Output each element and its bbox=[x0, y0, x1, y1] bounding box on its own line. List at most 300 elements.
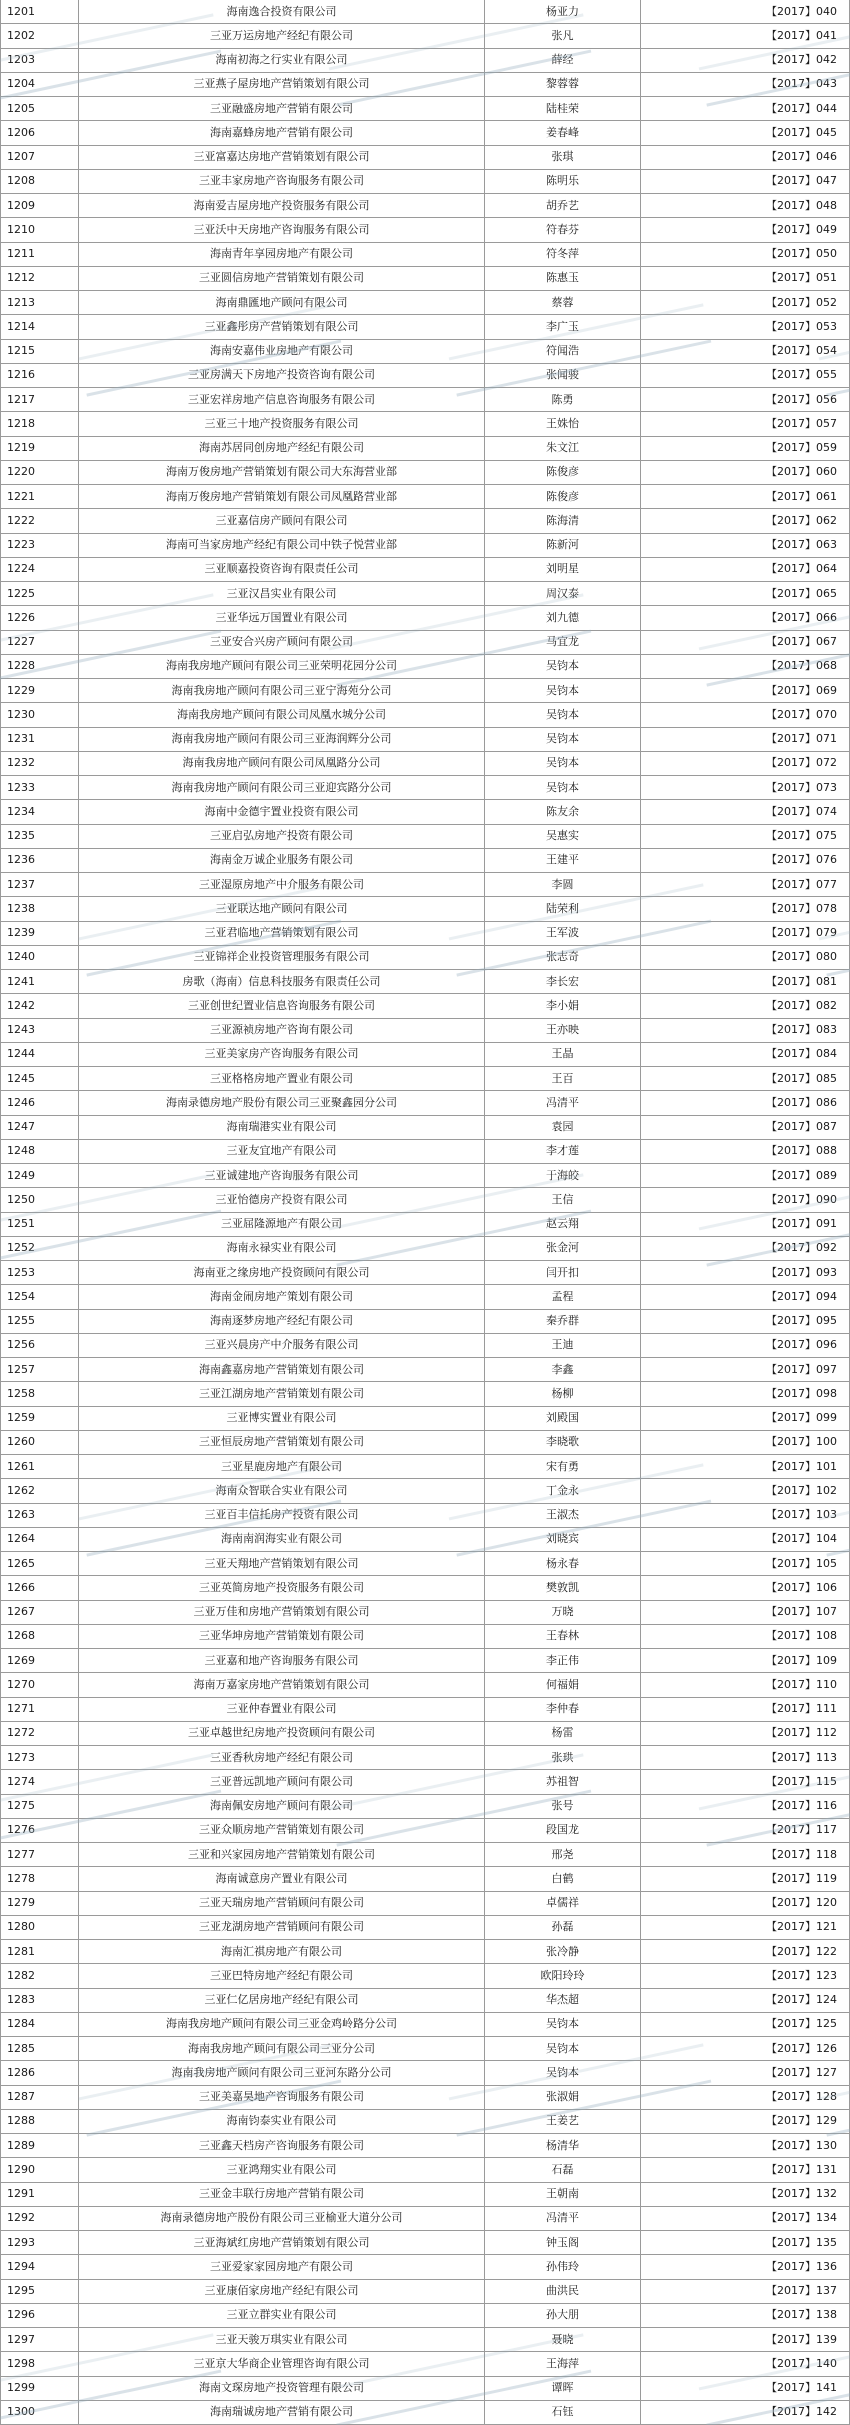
person-name: 李晓歌 bbox=[485, 1430, 641, 1454]
person-name: 杨永春 bbox=[485, 1552, 641, 1576]
company-name: 海南佩安房地产顾问有限公司 bbox=[79, 1794, 485, 1818]
row-number: 1259 bbox=[1, 1406, 79, 1430]
person-name: 李小娟 bbox=[485, 994, 641, 1018]
row-number: 1264 bbox=[1, 1527, 79, 1551]
person-name: 苏祖智 bbox=[485, 1770, 641, 1794]
person-name: 刘九德 bbox=[485, 606, 641, 630]
row-number: 1255 bbox=[1, 1309, 79, 1333]
company-name: 三亚巴特房地产经纪有限公司 bbox=[79, 1964, 485, 1988]
row-number: 1250 bbox=[1, 1188, 79, 1212]
company-name: 三亚众顺房地产营销策划有限公司 bbox=[79, 1818, 485, 1842]
table-row bbox=[1, 1600, 850, 1624]
company-name: 三亚丰家房地产咨询服务有限公司 bbox=[79, 169, 485, 193]
table-row bbox=[1, 1212, 850, 1236]
registration-number: 【2017】062 bbox=[641, 509, 850, 533]
table-row bbox=[1, 1430, 850, 1454]
table-row bbox=[1, 485, 850, 509]
row-number: 1276 bbox=[1, 1818, 79, 1842]
person-name: 杨柳 bbox=[485, 1382, 641, 1406]
person-name: 段国龙 bbox=[485, 1818, 641, 1842]
person-name: 吴钧本 bbox=[485, 727, 641, 751]
table-row bbox=[1, 242, 850, 266]
table-row bbox=[1, 1552, 850, 1576]
registration-number: 【2017】085 bbox=[641, 1067, 850, 1091]
company-name: 海南钧泰实业有限公司 bbox=[79, 2109, 485, 2133]
table-row bbox=[1, 24, 850, 48]
table-row bbox=[1, 1188, 850, 1212]
person-name: 张号 bbox=[485, 1794, 641, 1818]
row-number: 1248 bbox=[1, 1139, 79, 1163]
person-name: 王亦映 bbox=[485, 1018, 641, 1042]
person-name: 聂晓 bbox=[485, 2328, 641, 2352]
company-name: 三亚联达地产顾问有限公司 bbox=[79, 897, 485, 921]
table-row bbox=[1, 1406, 850, 1430]
table-row bbox=[1, 1649, 850, 1673]
company-name: 海南金万诚企业服务有限公司 bbox=[79, 848, 485, 872]
person-name: 朱文江 bbox=[485, 436, 641, 460]
table-row bbox=[1, 1527, 850, 1551]
person-name: 吴钧本 bbox=[485, 679, 641, 703]
company-name: 海南中金德宇置业投资有限公司 bbox=[79, 800, 485, 824]
row-number: 1268 bbox=[1, 1624, 79, 1648]
row-number: 1265 bbox=[1, 1552, 79, 1576]
company-name: 海南苏居同创房地产经纪有限公司 bbox=[79, 436, 485, 460]
row-number: 1267 bbox=[1, 1600, 79, 1624]
row-number: 1244 bbox=[1, 1042, 79, 1066]
registry-rows bbox=[1, 0, 850, 2425]
person-name: 石钰 bbox=[485, 2400, 641, 2424]
registration-number: 【2017】093 bbox=[641, 1261, 850, 1285]
company-name: 三亚和兴家园房地产营销策划有限公司 bbox=[79, 1843, 485, 1867]
company-name: 三亚英简房地产投资服务有限公司 bbox=[79, 1576, 485, 1600]
person-name: 李正伟 bbox=[485, 1649, 641, 1673]
person-name: 陈明乐 bbox=[485, 169, 641, 193]
table-row bbox=[1, 1139, 850, 1163]
table-row bbox=[1, 315, 850, 339]
registration-number: 【2017】111 bbox=[641, 1697, 850, 1721]
company-name: 三亚燕子屋房地产营销策划有限公司 bbox=[79, 72, 485, 96]
registration-number: 【2017】096 bbox=[641, 1333, 850, 1357]
registration-number: 【2017】110 bbox=[641, 1673, 850, 1697]
person-name: 石磊 bbox=[485, 2158, 641, 2182]
company-name: 三亚天瑞房地产营销顾问有限公司 bbox=[79, 1891, 485, 1915]
table-row bbox=[1, 1285, 850, 1309]
company-name: 三亚锦祥企业投资管理服务有限公司 bbox=[79, 945, 485, 969]
registration-number: 【2017】135 bbox=[641, 2231, 850, 2255]
registration-number: 【2017】082 bbox=[641, 994, 850, 1018]
registration-number: 【2017】108 bbox=[641, 1624, 850, 1648]
table-row bbox=[1, 1358, 850, 1382]
company-name: 三亚立群实业有限公司 bbox=[79, 2303, 485, 2327]
row-number: 1260 bbox=[1, 1430, 79, 1454]
registration-number: 【2017】067 bbox=[641, 630, 850, 654]
company-name: 海南安嘉伟业房地产有限公司 bbox=[79, 339, 485, 363]
registration-number: 【2017】097 bbox=[641, 1358, 850, 1382]
registration-number: 【2017】138 bbox=[641, 2303, 850, 2327]
person-name: 张凡 bbox=[485, 24, 641, 48]
registration-number: 【2017】105 bbox=[641, 1552, 850, 1576]
company-name: 海南我房地产顾问有限公司三亚金鸡岭路分公司 bbox=[79, 2012, 485, 2036]
person-name: 卓儒祥 bbox=[485, 1891, 641, 1915]
row-number: 1238 bbox=[1, 897, 79, 921]
person-name: 王姜艺 bbox=[485, 2109, 641, 2133]
table-row bbox=[1, 2376, 850, 2400]
registration-number: 【2017】074 bbox=[641, 800, 850, 824]
company-name: 三亚顺嘉投资咨询有限责任公司 bbox=[79, 557, 485, 581]
company-name: 三亚恒辰房地产营销策划有限公司 bbox=[79, 1430, 485, 1454]
person-name: 符春芬 bbox=[485, 218, 641, 242]
table-row bbox=[1, 2134, 850, 2158]
table-row bbox=[1, 339, 850, 363]
registration-number: 【2017】078 bbox=[641, 897, 850, 921]
person-name: 蔡蓉 bbox=[485, 291, 641, 315]
row-number: 1258 bbox=[1, 1382, 79, 1406]
registration-number: 【2017】072 bbox=[641, 751, 850, 775]
company-name: 三亚天翔地产营销策划有限公司 bbox=[79, 1552, 485, 1576]
company-name: 三亚湿原房地产中介服务有限公司 bbox=[79, 873, 485, 897]
row-number: 1208 bbox=[1, 169, 79, 193]
person-name: 李长宏 bbox=[485, 970, 641, 994]
company-name: 三亚万运房地产经纪有限公司 bbox=[79, 24, 485, 48]
row-number: 1298 bbox=[1, 2352, 79, 2376]
registration-number: 【2017】124 bbox=[641, 1988, 850, 2012]
row-number: 1206 bbox=[1, 121, 79, 145]
registration-number: 【2017】064 bbox=[641, 557, 850, 581]
table-row bbox=[1, 1673, 850, 1697]
person-name: 王晶 bbox=[485, 1042, 641, 1066]
row-number: 1261 bbox=[1, 1455, 79, 1479]
company-name: 三亚安合兴房产顾问有限公司 bbox=[79, 630, 485, 654]
row-number: 1273 bbox=[1, 1746, 79, 1770]
registration-number: 【2017】117 bbox=[641, 1818, 850, 1842]
person-name: 宋有勇 bbox=[485, 1455, 641, 1479]
person-name: 欧阳玲玲 bbox=[485, 1964, 641, 1988]
row-number: 1296 bbox=[1, 2303, 79, 2327]
row-number: 1224 bbox=[1, 557, 79, 581]
table-row bbox=[1, 509, 850, 533]
person-name: 孙大朋 bbox=[485, 2303, 641, 2327]
row-number: 1284 bbox=[1, 2012, 79, 2036]
company-name: 三亚鑫天档房产咨询服务有限公司 bbox=[79, 2134, 485, 2158]
person-name: 赵云翔 bbox=[485, 1212, 641, 1236]
company-name: 海南逸合投资有限公司 bbox=[79, 0, 485, 24]
row-number: 1214 bbox=[1, 315, 79, 339]
person-name: 王淑杰 bbox=[485, 1503, 641, 1527]
person-name: 吴钧本 bbox=[485, 2061, 641, 2085]
registration-number: 【2017】100 bbox=[641, 1430, 850, 1454]
person-name: 李仲春 bbox=[485, 1697, 641, 1721]
table-row bbox=[1, 1843, 850, 1867]
row-number: 1292 bbox=[1, 2206, 79, 2230]
registration-number: 【2017】132 bbox=[641, 2182, 850, 2206]
registration-number: 【2017】094 bbox=[641, 1285, 850, 1309]
row-number: 1285 bbox=[1, 2037, 79, 2061]
person-name: 胡乔艺 bbox=[485, 194, 641, 218]
table-row bbox=[1, 1867, 850, 1891]
table-row bbox=[1, 218, 850, 242]
person-name: 陈友余 bbox=[485, 800, 641, 824]
table-row bbox=[1, 2231, 850, 2255]
company-name: 三亚京大华商企业管理咨询有限公司 bbox=[79, 2352, 485, 2376]
person-name: 孙磊 bbox=[485, 1915, 641, 1939]
table-row bbox=[1, 97, 850, 121]
person-name: 符冬萍 bbox=[485, 242, 641, 266]
person-name: 于海皎 bbox=[485, 1164, 641, 1188]
registration-number: 【2017】088 bbox=[641, 1139, 850, 1163]
registration-number: 【2017】046 bbox=[641, 145, 850, 169]
row-number: 1240 bbox=[1, 945, 79, 969]
row-number: 1235 bbox=[1, 824, 79, 848]
person-name: 王春林 bbox=[485, 1624, 641, 1648]
table-row bbox=[1, 2255, 850, 2279]
registration-number: 【2017】071 bbox=[641, 727, 850, 751]
table-row bbox=[1, 72, 850, 96]
table-row bbox=[1, 1261, 850, 1285]
company-name: 海南我房地产顾问有限公司三亚荣明花园分公司 bbox=[79, 654, 485, 678]
table-row bbox=[1, 412, 850, 436]
person-name: 王朝南 bbox=[485, 2182, 641, 2206]
person-name: 薛经 bbox=[485, 48, 641, 72]
registration-number: 【2017】043 bbox=[641, 72, 850, 96]
table-row bbox=[1, 266, 850, 290]
row-number: 1217 bbox=[1, 388, 79, 412]
table-row bbox=[1, 824, 850, 848]
registration-number: 【2017】142 bbox=[641, 2400, 850, 2424]
person-name: 陈勇 bbox=[485, 388, 641, 412]
registration-number: 【2017】128 bbox=[641, 2085, 850, 2109]
table-row bbox=[1, 460, 850, 484]
person-name: 刘晓宾 bbox=[485, 1527, 641, 1551]
table-row bbox=[1, 436, 850, 460]
person-name: 王建平 bbox=[485, 848, 641, 872]
person-name: 谭晖 bbox=[485, 2376, 641, 2400]
table-row bbox=[1, 703, 850, 727]
company-name: 三亚金丰联行房地产营销有限公司 bbox=[79, 2182, 485, 2206]
company-name: 海南亚之缘房地产投资顾问有限公司 bbox=[79, 1261, 485, 1285]
row-number: 1279 bbox=[1, 1891, 79, 1915]
company-name: 海南我房地产顾问有限公司三亚宁海苑分公司 bbox=[79, 679, 485, 703]
company-name: 海南众智联合实业有限公司 bbox=[79, 1479, 485, 1503]
company-name: 海南青年享园房地产有限公司 bbox=[79, 242, 485, 266]
person-name: 陈俊彦 bbox=[485, 460, 641, 484]
person-name: 秦乔群 bbox=[485, 1309, 641, 1333]
row-number: 1222 bbox=[1, 509, 79, 533]
registration-number: 【2017】103 bbox=[641, 1503, 850, 1527]
person-name: 陆桂荣 bbox=[485, 97, 641, 121]
person-name: 吴惠实 bbox=[485, 824, 641, 848]
person-name: 姜春峰 bbox=[485, 121, 641, 145]
person-name: 王信 bbox=[485, 1188, 641, 1212]
registration-number: 【2017】140 bbox=[641, 2352, 850, 2376]
company-name: 海南南润海实业有限公司 bbox=[79, 1527, 485, 1551]
company-name: 三亚嘉信房产顾问有限公司 bbox=[79, 509, 485, 533]
registration-number: 【2017】121 bbox=[641, 1915, 850, 1939]
table-row bbox=[1, 48, 850, 72]
table-row bbox=[1, 582, 850, 606]
registration-number: 【2017】061 bbox=[641, 485, 850, 509]
registration-number: 【2017】068 bbox=[641, 654, 850, 678]
person-name: 王百 bbox=[485, 1067, 641, 1091]
table-row bbox=[1, 2182, 850, 2206]
table-row bbox=[1, 1624, 850, 1648]
row-number: 1212 bbox=[1, 266, 79, 290]
registration-number: 【2017】054 bbox=[641, 339, 850, 363]
registration-number: 【2017】112 bbox=[641, 1721, 850, 1745]
row-number: 1247 bbox=[1, 1115, 79, 1139]
person-name: 王姝怡 bbox=[485, 412, 641, 436]
row-number: 1204 bbox=[1, 72, 79, 96]
table-row bbox=[1, 169, 850, 193]
table-row bbox=[1, 1940, 850, 1964]
company-name: 三亚兴晨房产中介服务有限公司 bbox=[79, 1333, 485, 1357]
person-name: 马宜龙 bbox=[485, 630, 641, 654]
company-name: 三亚仁亿居房地产经纪有限公司 bbox=[79, 1988, 485, 2012]
row-number: 1253 bbox=[1, 1261, 79, 1285]
registration-number: 【2017】051 bbox=[641, 266, 850, 290]
company-name: 三亚博实置业有限公司 bbox=[79, 1406, 485, 1430]
table-row bbox=[1, 533, 850, 557]
row-number: 1299 bbox=[1, 2376, 79, 2400]
table-row bbox=[1, 1988, 850, 2012]
row-number: 1257 bbox=[1, 1358, 79, 1382]
company-name: 房歌（海南）信息科技服务有限责任公司 bbox=[79, 970, 485, 994]
row-number: 1241 bbox=[1, 970, 79, 994]
registration-number: 【2017】048 bbox=[641, 194, 850, 218]
registration-number: 【2017】089 bbox=[641, 1164, 850, 1188]
person-name: 冯清平 bbox=[485, 2206, 641, 2230]
row-number: 1210 bbox=[1, 218, 79, 242]
person-name: 王迪 bbox=[485, 1333, 641, 1357]
row-number: 1246 bbox=[1, 1091, 79, 1115]
row-number: 1295 bbox=[1, 2279, 79, 2303]
row-number: 1245 bbox=[1, 1067, 79, 1091]
registration-number: 【2017】098 bbox=[641, 1382, 850, 1406]
table-row bbox=[1, 0, 850, 24]
row-number: 1266 bbox=[1, 1576, 79, 1600]
person-name: 孙伟玲 bbox=[485, 2255, 641, 2279]
table-row bbox=[1, 557, 850, 581]
company-name: 三亚卓越世纪房地产投资顾问有限公司 bbox=[79, 1721, 485, 1745]
table-row bbox=[1, 2206, 850, 2230]
registration-number: 【2017】073 bbox=[641, 776, 850, 800]
company-name: 海南永禄实业有限公司 bbox=[79, 1236, 485, 1260]
person-name: 张琪 bbox=[485, 145, 641, 169]
row-number: 1286 bbox=[1, 2061, 79, 2085]
table-row bbox=[1, 1964, 850, 1988]
company-name: 海南我房地产顾问有限公司凤凰水城分公司 bbox=[79, 703, 485, 727]
company-name: 三亚普远凯地产顾问有限公司 bbox=[79, 1770, 485, 1794]
registration-number: 【2017】069 bbox=[641, 679, 850, 703]
registration-number: 【2017】040 bbox=[641, 0, 850, 24]
registration-number: 【2017】115 bbox=[641, 1770, 850, 1794]
company-name: 三亚美嘉昊地产咨询服务有限公司 bbox=[79, 2085, 485, 2109]
person-name: 吴钧本 bbox=[485, 751, 641, 775]
table-row bbox=[1, 2352, 850, 2376]
company-name: 海南爱吉屋房地产投资服务有限公司 bbox=[79, 194, 485, 218]
person-name: 吴钧本 bbox=[485, 703, 641, 727]
table-row bbox=[1, 1770, 850, 1794]
row-number: 1230 bbox=[1, 703, 79, 727]
table-row bbox=[1, 1503, 850, 1527]
company-name: 三亚房满天下房地产投资咨询有限公司 bbox=[79, 363, 485, 387]
registration-number: 【2017】116 bbox=[641, 1794, 850, 1818]
table-row bbox=[1, 1818, 850, 1842]
company-name: 海南文琛房地产投资管理有限公司 bbox=[79, 2376, 485, 2400]
registration-number: 【2017】065 bbox=[641, 582, 850, 606]
table-row bbox=[1, 1018, 850, 1042]
person-name: 张珙 bbox=[485, 1746, 641, 1770]
registration-number: 【2017】052 bbox=[641, 291, 850, 315]
person-name: 孟程 bbox=[485, 1285, 641, 1309]
company-name: 三亚嘉和地产咨询服务有限公司 bbox=[79, 1649, 485, 1673]
registration-number: 【2017】104 bbox=[641, 1527, 850, 1551]
company-name: 海南我房地产顾问有限公司三亚迎宾路分公司 bbox=[79, 776, 485, 800]
registration-number: 【2017】131 bbox=[641, 2158, 850, 2182]
registration-number: 【2017】125 bbox=[641, 2012, 850, 2036]
registration-number: 【2017】049 bbox=[641, 218, 850, 242]
row-number: 1239 bbox=[1, 921, 79, 945]
company-name: 三亚沃中天房地产咨询服务有限公司 bbox=[79, 218, 485, 242]
row-number: 1269 bbox=[1, 1649, 79, 1673]
person-name: 曲洪民 bbox=[485, 2279, 641, 2303]
table-row bbox=[1, 1576, 850, 1600]
company-name: 三亚君临地产营销策划有限公司 bbox=[79, 921, 485, 945]
company-name: 三亚宏祥房地产信息咨询服务有限公司 bbox=[79, 388, 485, 412]
registration-number: 【2017】109 bbox=[641, 1649, 850, 1673]
table-row bbox=[1, 1164, 850, 1188]
table-row bbox=[1, 751, 850, 775]
table-row bbox=[1, 2109, 850, 2133]
registration-number: 【2017】106 bbox=[641, 1576, 850, 1600]
row-number: 1219 bbox=[1, 436, 79, 460]
registration-number: 【2017】055 bbox=[641, 363, 850, 387]
company-name: 三亚香秋房地产经纪有限公司 bbox=[79, 1746, 485, 1770]
table-row bbox=[1, 1721, 850, 1745]
table-row bbox=[1, 1891, 850, 1915]
row-number: 1223 bbox=[1, 533, 79, 557]
table-row bbox=[1, 727, 850, 751]
row-number: 1215 bbox=[1, 339, 79, 363]
registration-number: 【2017】134 bbox=[641, 2206, 850, 2230]
company-name: 海南鑫嘉房地产营销策划有限公司 bbox=[79, 1358, 485, 1382]
company-name: 海南瑞港实业有限公司 bbox=[79, 1115, 485, 1139]
row-number: 1201 bbox=[1, 0, 79, 24]
table-row bbox=[1, 1309, 850, 1333]
company-name: 三亚格格房地产置业有限公司 bbox=[79, 1067, 485, 1091]
row-number: 1288 bbox=[1, 2109, 79, 2133]
registration-number: 【2017】050 bbox=[641, 242, 850, 266]
person-name: 陆荣利 bbox=[485, 897, 641, 921]
registration-number: 【2017】042 bbox=[641, 48, 850, 72]
company-name: 三亚创世纪置业信息咨询服务有限公司 bbox=[79, 994, 485, 1018]
row-number: 1249 bbox=[1, 1164, 79, 1188]
row-number: 1281 bbox=[1, 1940, 79, 1964]
table-row bbox=[1, 776, 850, 800]
row-number: 1262 bbox=[1, 1479, 79, 1503]
row-number: 1243 bbox=[1, 1018, 79, 1042]
person-name: 吴钧本 bbox=[485, 654, 641, 678]
company-name: 海南我房地产顾问有限公司三亚分公司 bbox=[79, 2037, 485, 2061]
row-number: 1203 bbox=[1, 48, 79, 72]
company-name: 三亚美家房产咨询服务有限公司 bbox=[79, 1042, 485, 1066]
table-row bbox=[1, 2158, 850, 2182]
table-row bbox=[1, 2037, 850, 2061]
row-number: 1237 bbox=[1, 873, 79, 897]
registration-number: 【2017】120 bbox=[641, 1891, 850, 1915]
person-name: 杨亚力 bbox=[485, 0, 641, 24]
registration-number: 【2017】056 bbox=[641, 388, 850, 412]
company-name: 三亚友宜地产有限公司 bbox=[79, 1139, 485, 1163]
